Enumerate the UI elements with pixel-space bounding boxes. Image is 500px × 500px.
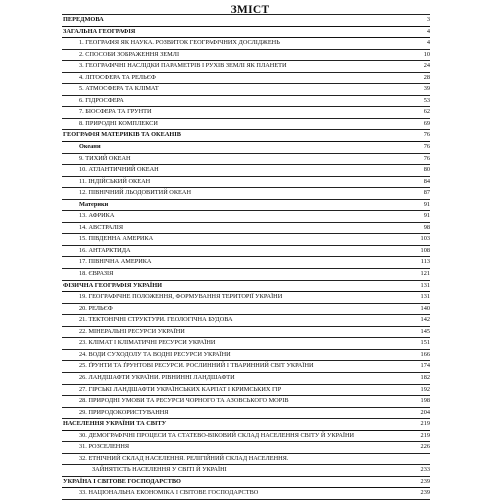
toc-entry-label: 26. ЛАНДШАФТИ УКРАЇНИ. РІВНИННІ ЛАНДШАФТИ — [79, 373, 235, 381]
toc-row[interactable] — [62, 477, 430, 489]
toc-entry-label: 5. АТМОСФЕРА ТА КЛІМАТ — [79, 85, 159, 93]
toc-entry-label: 22. МІНЕРАЛЬНІ РЕСУРСИ УКРАЇНИ — [79, 327, 185, 335]
toc-row[interactable] — [62, 142, 430, 154]
toc-row[interactable] — [62, 154, 430, 166]
toc-page-number: 62 — [423, 108, 430, 116]
toc-row[interactable] — [62, 27, 430, 39]
toc-page-number: 87 — [423, 189, 430, 197]
page-title: ЗМІСТ — [230, 4, 270, 16]
toc-page-number: 113 — [420, 258, 430, 266]
toc-page-number: 28 — [423, 73, 430, 81]
toc-entry-label: Материки — [79, 200, 109, 208]
toc-row[interactable] — [62, 269, 430, 281]
toc-entry-label: ЗАГАЛЬНА ГЕОГРАФІЯ — [63, 27, 136, 35]
toc-page-number: 174 — [420, 362, 430, 370]
toc-entry-label: УКРАЇНА І СВІТОВЕ ГОСПОДАРСТВО — [63, 477, 181, 485]
toc-entry-label: ФІЗИЧНА ГЕОГРАФІЯ УКРАЇНИ — [63, 281, 163, 289]
toc-page-number: 69 — [423, 119, 430, 127]
toc-page-number: 98 — [423, 223, 430, 231]
toc-row[interactable] — [62, 454, 430, 466]
toc-row[interactable] — [62, 281, 430, 293]
toc-entry-label: 20. РЕЛЬЄФ — [79, 304, 113, 312]
toc-row[interactable] — [62, 84, 430, 96]
toc-entry-label: 18. ЄВРАЗІЯ — [79, 270, 114, 278]
toc-entry-label: 15. ПІВДЕННА АМЕРИКА — [79, 235, 154, 243]
toc-entry-label: 28. ПРИРОДНІ УМОВИ ТА РЕСУРСИ ЧОРНОГО ТА АЗОВСЬКОГО МОРІВ — [79, 397, 289, 405]
toc-page-number: 91 — [423, 200, 430, 208]
toc-entry-label: 27. ГІРСЬКІ ЛАНДШАФТИ УКРАЇНСЬКИХ КАРПАТ І КРИМСЬКИХ ГІР — [79, 385, 282, 393]
toc-entry-label: 7. БІОСФЕРА ТА ГРУНТИ — [79, 108, 152, 116]
toc-page-number: 131 — [420, 293, 430, 301]
toc-row[interactable] — [62, 188, 430, 200]
toc-row[interactable] — [62, 465, 430, 477]
toc-entry-label: 14. АВСТРАЛІЯ — [79, 223, 124, 231]
toc-row[interactable] — [62, 211, 430, 223]
toc-entry-label: 29. ПРИРОДОКОРИСТУВАННЯ — [79, 408, 169, 416]
toc-entry-label: 33. НАЦІОНАЛЬНА ЕКОНОМІКА І СВІТОВЕ ГОСПОДАРСТВО — [79, 489, 259, 497]
toc-entry-label: 23. КЛІМАТ І КЛІМАТИЧНІ РЕСУРСИ УКРАЇНИ — [79, 339, 216, 347]
toc-row[interactable] — [62, 223, 430, 235]
toc-row[interactable] — [62, 119, 430, 131]
toc-page-number: 140 — [420, 304, 430, 312]
toc-page-number: 219 — [420, 431, 430, 439]
toc-row[interactable] — [62, 385, 430, 397]
toc-page-number: 10 — [423, 50, 430, 58]
toc-entry-label: 4. ЛІТОСФЕРА ТА РЕЛЬЄФ — [79, 73, 156, 81]
toc-row[interactable] — [62, 488, 430, 500]
toc-row[interactable] — [62, 14, 430, 27]
toc-row[interactable] — [62, 246, 430, 258]
toc-page-number: 3 — [426, 16, 430, 23]
toc-page-number: 142 — [420, 316, 430, 324]
toc-row[interactable] — [62, 73, 430, 85]
toc-entry-label: 6. ГІДРОСФЕРА — [79, 96, 124, 104]
toc-page-number: 103 — [420, 235, 430, 243]
toc-entry-label: ЗАЙНЯТІСТЬ НАСЕЛЕННЯ У СВІТІ Й УКРАЇНІ — [92, 466, 227, 474]
toc-row[interactable] — [62, 442, 430, 454]
toc-entry-label: 9. ТИХИЙ ОКЕАН — [79, 154, 131, 162]
toc-row[interactable] — [62, 130, 430, 142]
toc-entry-label: 24. ВОДИ СУХОДОЛУ ТА ВОДНІ РЕСУРСИ УКРАЇНИ — [79, 350, 231, 358]
toc-row[interactable] — [62, 361, 430, 373]
toc-page-number: 204 — [420, 408, 430, 416]
toc-page-number: 233 — [420, 466, 430, 474]
toc-row[interactable] — [62, 177, 430, 189]
toc-page-number: 151 — [420, 339, 430, 347]
toc-entry-label: ГЕОГРАФІЯ МАТЕРИКІВ ТА ОКЕАНІВ — [63, 131, 181, 139]
toc-entry-label: 13. АФРИКА — [79, 212, 115, 220]
toc-page-number: 39 — [423, 85, 430, 93]
toc-page-number: 108 — [420, 246, 430, 254]
toc-row[interactable] — [62, 257, 430, 269]
toc-entry-label: 32. ЕТНІЧНИЙ СКЛАД НАСЕЛЕННЯ. РЕЛІГІЙНИЙ СКЛАД НАСЕЛЕННЯ. — [79, 454, 289, 462]
toc-page-number: 121 — [420, 270, 430, 278]
toc-page-number: 182 — [420, 373, 430, 381]
table-of-contents — [62, 14, 430, 500]
toc-row[interactable] — [62, 107, 430, 119]
toc-entry-label: 31. РОЗСЕЛЕННЯ — [79, 443, 130, 451]
toc-page-number: 198 — [420, 397, 430, 405]
toc-row[interactable] — [62, 50, 430, 62]
toc-page-number: 84 — [423, 177, 430, 185]
toc-page-number: 219 — [420, 420, 430, 428]
toc-row[interactable] — [62, 38, 430, 50]
toc-entry-label: 8. ПРИРОДНІ КОМПЛЕКСИ — [79, 119, 158, 127]
toc-row[interactable] — [62, 315, 430, 327]
toc-entry-label: 21. ТЕКТОНІЧНІ СТРУКТУРИ. ГЕОЛОГІЧНА БУДОВА — [79, 316, 233, 324]
toc-page-number: 239 — [420, 489, 430, 497]
toc-entry-label: НАСЕЛЕННЯ УКРАЇНИ ТА СВІТУ — [63, 420, 167, 428]
toc-row[interactable] — [62, 61, 430, 73]
toc-entry-label: 19. ГЕОГРАФІЧНЕ ПОЛОЖЕННЯ, ФОРМУВАННЯ ТЕРИТОРІЇ УКРАЇНИ — [79, 293, 283, 301]
toc-entry-label: ПЕРЕДМОВА — [63, 16, 104, 23]
toc-entry-label: 25. ҐРУНТИ ТА ҐРУНТОВІ РЕСУРСИ. РОСЛИННИЙ І ТВАРИННИЙ СВІТ УКРАЇНИ — [79, 362, 314, 370]
toc-page-number: 145 — [420, 327, 430, 335]
toc-row[interactable] — [62, 234, 430, 246]
toc-row[interactable] — [62, 431, 430, 443]
toc-page-number: 24 — [423, 62, 430, 70]
toc-row[interactable] — [62, 304, 430, 316]
toc-entry-label: 16. АНТАРКТИДА — [79, 246, 131, 254]
toc-row[interactable] — [62, 419, 430, 431]
toc-page-number: 226 — [420, 443, 430, 451]
toc-page-number: 4 — [426, 39, 430, 47]
toc-row[interactable] — [62, 396, 430, 408]
toc-page-number: 76 — [423, 131, 430, 139]
toc-entry-label: 10. АТЛАНТИЧНИЙ ОКЕАН — [79, 166, 159, 174]
toc-entry-label: 3. ГЕОГРАФІЧНІ НАСЛІДКИ ПАРАМЕТРІВ І РУХІВ ЗЕМЛІ ЯК ПЛАНЕТИ — [79, 62, 287, 70]
toc-entry-label: 17. ПІВНІЧНА АМЕРИКА — [79, 258, 152, 266]
toc-row[interactable] — [62, 327, 430, 339]
toc-entry-label: 11. ІНДІЙСЬКИЙ ОКЕАН — [79, 177, 151, 185]
toc-page-number: 131 — [420, 281, 430, 289]
toc-entry-label: Океани — [79, 143, 101, 151]
toc-page-number: 239 — [420, 477, 430, 485]
toc-entry-label: 30. ДЕМОГРАФІЧНІ ПРОЦЕСИ ТА СТАТЕВО-ВІКОВИЙ СКЛАД НАСЕЛЕННЯ СВІТУ Й УКРАЇНИ — [79, 431, 355, 439]
toc-page-number: 91 — [423, 212, 430, 220]
toc-page-number: 166 — [420, 350, 430, 358]
toc-page-number: 76 — [423, 154, 430, 162]
toc-row[interactable] — [62, 350, 430, 362]
toc-page-number: 4 — [426, 27, 430, 35]
toc-row[interactable] — [62, 338, 430, 350]
toc-row[interactable] — [62, 165, 430, 177]
toc-entry-label: 1. ГЕОГРАФІЯ ЯК НАУКА. РОЗВИТОК ГЕОГРАФІЧНИХ ДОСЛІДЖЕНЬ — [79, 39, 280, 47]
toc-entry-label: 2. СПОСОБИ ЗОБРАЖЕННЯ ЗЕМЛІ — [79, 50, 180, 58]
toc-page-number: 80 — [423, 166, 430, 174]
toc-row[interactable] — [62, 408, 430, 420]
toc-page-number: 76 — [423, 143, 430, 151]
toc-page-number: 192 — [420, 385, 430, 393]
toc-row[interactable] — [62, 96, 430, 108]
toc-row[interactable] — [62, 373, 430, 385]
toc-entry-label: 12. ПІВНІЧНИЙ ЛЬОДОВИТИЙ ОКЕАН — [79, 189, 192, 197]
toc-row[interactable] — [62, 200, 430, 212]
toc-page-number: 53 — [423, 96, 430, 104]
toc-row[interactable] — [62, 292, 430, 304]
